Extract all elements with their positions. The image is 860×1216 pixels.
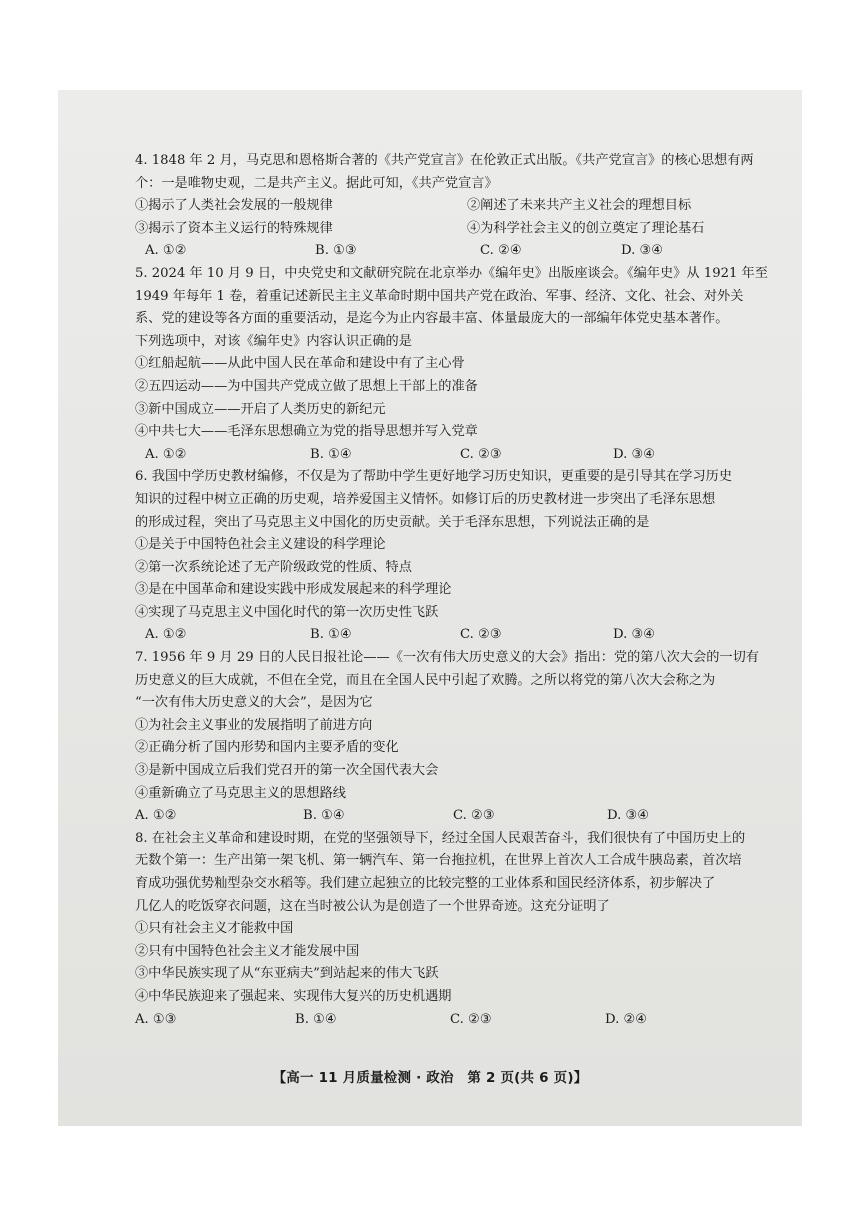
exam-page-content [135, 150, 775, 1031]
answer-choice-a: A. ①② [145, 446, 187, 462]
statement-option: ①揭示了人类社会发展的一般规律 [135, 198, 333, 214]
question-stem-line: 6. 我国中学历史教材编修，不仅是为了帮助中学生更好地学习历史知识，更重要的是引导其在学习历史 [135, 469, 733, 485]
statement-option: ①红船起航——从此中国人民在革命和建设中有了主心骨 [135, 356, 465, 372]
question-stem-line: 4. 1848 年 2 月，马克思和恩格斯合著的《共产党宣言》在伦敦正式出版。《共产党宣言》的核心思想有两 [135, 153, 754, 168]
answer-choice-b: B. ①④ [295, 1011, 337, 1027]
statement-option: ④重新确立了马克思主义的思想路线 [135, 785, 346, 801]
answer-choices-row [135, 624, 775, 647]
statement-option: ③中华民族实现了从“东亚病夫”到站起来的伟大飞跃 [135, 966, 439, 982]
question-stem-line: 5. 2024 年 10 月 9 日，中央党史和文献研究院在北京举办《编年史》出版座谈会。《编年史》从 1921 年至 [135, 265, 768, 281]
answer-choice-a: A. ①② [135, 808, 177, 824]
statement-option: ②第一次系统论述了无产阶级政党的性质、特点 [135, 559, 412, 575]
statement-option: ④实现了马克思主义中国化时代的第一次历史性飞跃 [135, 604, 439, 620]
question-stem-line: 知识的过程中树立正确的历史观，培养爱国主义情怀。如修订后的历史教材进一步突出了毛泽东思想 [135, 491, 716, 507]
answer-choice-a: A. ①② [145, 627, 187, 643]
question-stem-line: 个：一是唯物史观，二是共产主义。据此可知，《共产党宣言》 [135, 175, 498, 191]
question-stem-line: 下列选项中，对该《编年史》内容认识正确的是 [135, 333, 412, 349]
answer-choice-b: B. ①③ [315, 243, 357, 259]
question-stem-line: 几亿人的吃饭穿衣问题，这在当时被公认为是创造了一个世界奇迹。这充分证明了 [135, 898, 610, 914]
question-stem-line: 无数个第一：生产出第一架飞机、第一辆汽车、第一台拖拉机，在世界上首次人工合成牛胰岛素，首次培 [135, 853, 742, 869]
statement-option: ④中共七大——毛泽东思想确立为党的指导思想并写入党章 [135, 424, 478, 440]
statement-option: ③新中国成立——开启了人类历史的新纪元 [135, 401, 386, 417]
statement-option: ④中华民族迎来了强起来、实现伟大复兴的历史机遇期 [135, 988, 452, 1004]
answer-choice-d: D. ③④ [607, 808, 650, 824]
answer-choice-d: D. ③④ [621, 243, 664, 259]
statement-option: ③是新中国成立后我们党召开的第一次全国代表大会 [135, 763, 439, 779]
question-5 [135, 263, 775, 466]
statement-option: ①是关于中国特色社会主义建设的科学理论 [135, 537, 386, 553]
statement-option: ①为社会主义事业的发展指明了前进方向 [135, 717, 373, 733]
answer-choice-a: A. ①③ [135, 1011, 177, 1027]
statement-option: ②五四运动——为中国共产党成立做了思想上干部上的准备 [135, 378, 478, 394]
answer-choice-b: B. ①④ [310, 446, 352, 462]
question-stem-line: 育成功强优势籼型杂交水稻等。我们建立起独立的比较完整的工业体系和国民经济体系，初步解决了 [135, 876, 716, 891]
answer-choice-c: C. ②③ [460, 446, 502, 462]
question-stem-line: “一次有伟大历史意义的大会”，是因为它 [135, 695, 373, 711]
answer-choice-b: B. ①④ [310, 627, 352, 643]
answer-choice-d: D. ②④ [605, 1011, 648, 1027]
statement-option: ②只有中国特色社会主义才能发展中国 [135, 943, 360, 959]
question-7 [135, 647, 775, 828]
statement-row [135, 218, 775, 241]
answer-choice-a: A. ①② [145, 243, 187, 259]
question-8 [135, 828, 775, 1031]
question-stem-line: 的形成过程，突出了马克思主义中国化的历史贡献。关于毛泽东思想，下列说法正确的是 [135, 514, 650, 530]
question-6 [135, 466, 775, 647]
question-stem-line: 7. 1956 年 9 月 29 日的人民日报社论——《一次有伟大历史意义的大会》指出：党的第八次大会的一切有 [135, 650, 759, 666]
statement-option: ③揭示了资本主义运行的特殊规律 [135, 220, 333, 236]
answer-choices-row [135, 240, 775, 263]
answer-choices-row [135, 1009, 775, 1032]
answer-choice-b: B. ①④ [303, 808, 345, 824]
answer-choices-row [135, 805, 775, 828]
question-stem-line: 系、党的建设等各方面的重要活动，是迄今为止内容最丰富、体量最庞大的一部编年体党史基本著作。 [135, 311, 729, 327]
statement-row [135, 195, 775, 218]
statement-option: ③是在中国革命和建设实践中形成发展起来的科学理论 [135, 582, 452, 598]
answer-choice-c: C. ②④ [480, 243, 522, 259]
statement-option: ②阐述了未来共产主义社会的理想目标 [467, 198, 692, 214]
question-stem-line: 历史意义的巨大成就，不但在全党，而且在全国人民中引起了欢腾。之所以将党的第八次大会称之为 [135, 672, 716, 688]
answer-choice-c: C. ②③ [453, 808, 495, 824]
answer-choices-row [135, 444, 775, 467]
statement-option: ①只有社会主义才能救中国 [135, 921, 294, 937]
statement-option: ②正确分析了国内形势和国内主要矛盾的变化 [135, 740, 399, 756]
answer-choice-d: D. ③④ [613, 446, 656, 462]
answer-choice-c: C. ②③ [450, 1011, 492, 1027]
answer-choice-d: D. ③④ [613, 627, 656, 643]
question-stem-line: 8. 在社会主义革命和建设时期，在党的坚强领导下，经过全国人民艰苦奋斗，我们很快有了中国历史上的 [135, 830, 746, 846]
question-4 [135, 150, 775, 263]
statement-option: ④为科学社会主义的创立奠定了理论基石 [467, 220, 705, 236]
answer-choice-c: C. ②③ [460, 627, 502, 643]
page-footer: 【高一 11 月质量检测 · 政治 第 2 页(共 6 页)】 [272, 1070, 588, 1086]
question-stem-line: 1949 年每年 1 卷，着重记述新民主主义革命时期中国共产党在政治、军事、经济、文化、社会、对外关 [135, 288, 744, 304]
